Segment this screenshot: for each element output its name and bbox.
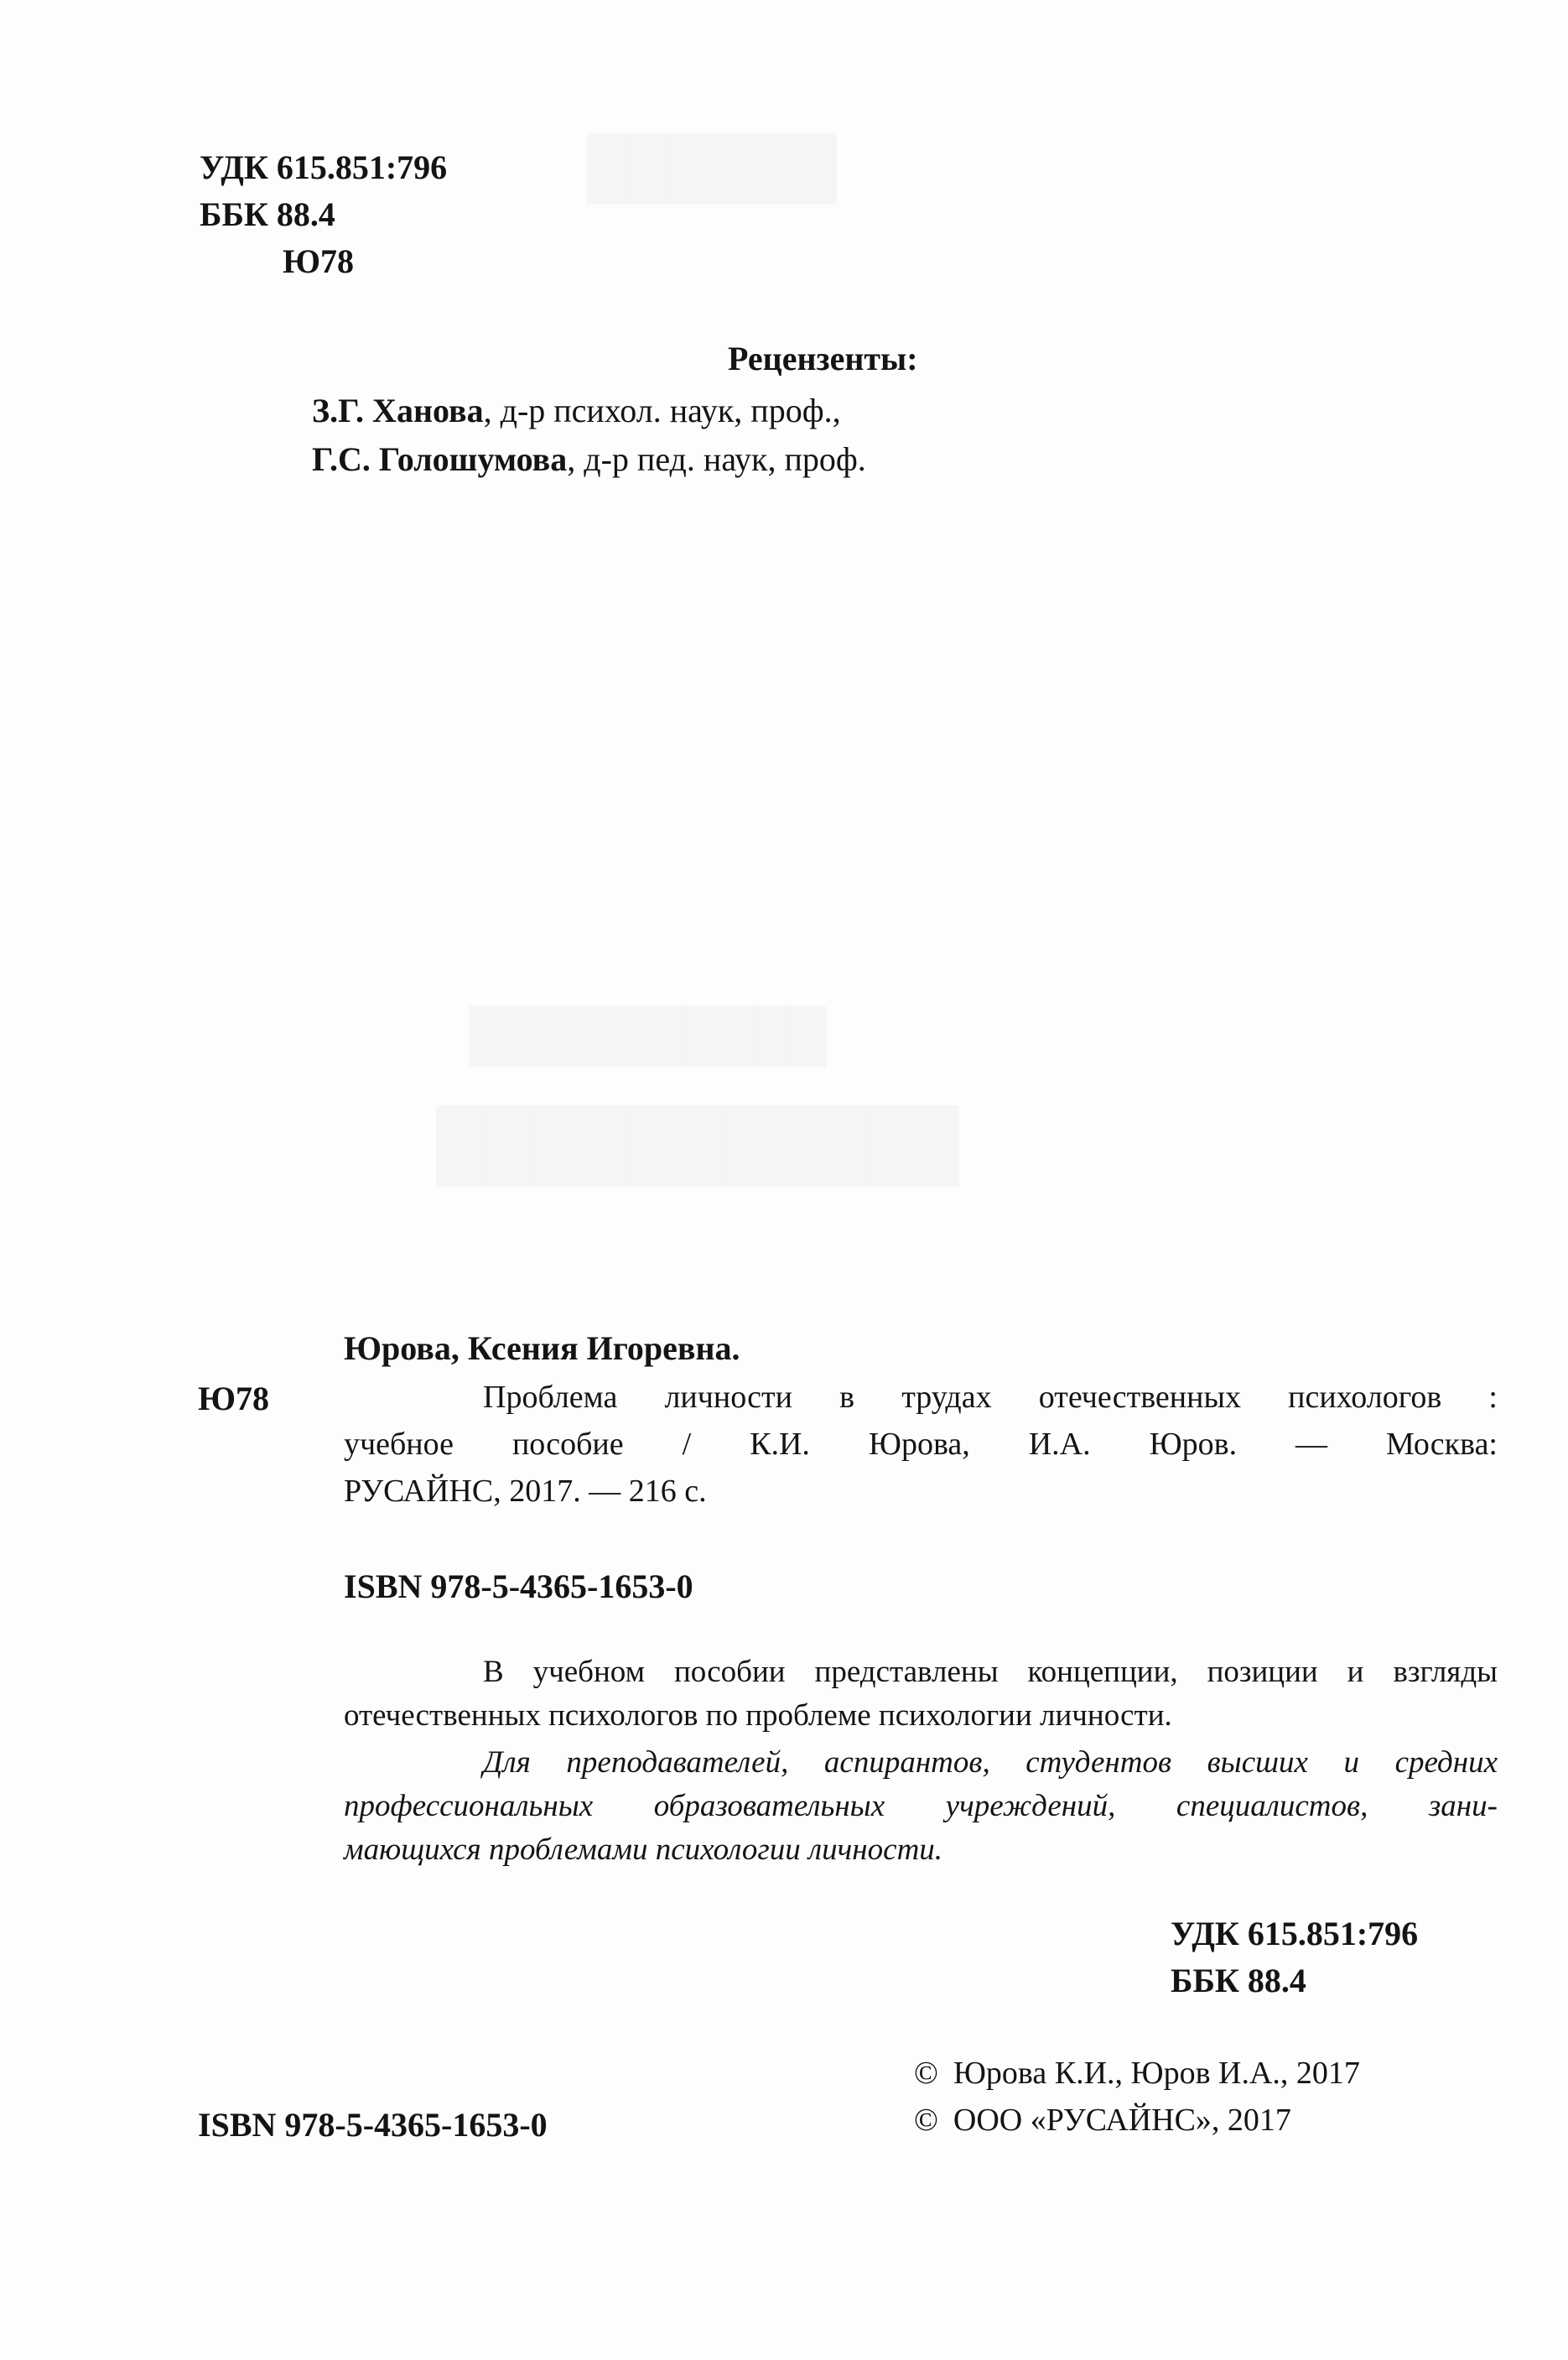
show-through-texture: ███████████ [436,1108,959,1182]
reviewer-credentials: , д-р психол. наук, проф., [483,392,841,429]
copyright-sign: © [914,2056,938,2091]
copyright-line [914,2053,1360,2093]
udk-code-top: УДК 615.851:796 [200,148,448,186]
isbn-bottom: ISBN 978-5-4365-1653-0 [198,2106,548,2144]
catalog-isbn: ISBN 978-5-4365-1653-0 [344,1567,693,1605]
show-through-texture: ██████ [587,135,837,200]
copyright-holder: Юрова К.И., Юров И.А., 2017 [953,2056,1360,2091]
reviewers-heading: Рецензенты: [728,340,918,377]
catalog-description-line: Проблема личности в трудах отечественных психологов : [483,1380,1498,1415]
copyright-line [914,2100,1291,2140]
reviewer-item [312,439,866,480]
copyright-holder: ООО «РУСАЙНС», 2017 [953,2103,1291,2138]
reviewer-name: Г.С. Голошумова [312,440,568,478]
reviewer-credentials: , д-р пед. наук, проф. [567,440,866,478]
catalog-description-line: учебное пособие / К.И. Юрова, И.А. Юров. — Москва: [344,1427,1498,1462]
bbk-code-top: ББК 88.4 [200,195,335,233]
copyright-sign: © [914,2103,938,2138]
audience-line: профессиональных образовательных учреждений, специалистов, зани- [344,1789,1498,1823]
reviewer-item [312,391,841,431]
abstract-line: отечественных психологов по проблеме психологии личности. [344,1698,1172,1733]
author-sign-top: Ю78 [283,242,355,280]
audience-line: Для преподавателей, аспирантов, студентов высших и средних [483,1745,1498,1780]
catalog-author: Юрова, Ксения Игоревна. [344,1329,740,1367]
catalog-author-sign: Ю78 [198,1380,270,1417]
catalog-description-line: РУСАЙНС, 2017. — 216 с. [344,1474,707,1509]
reviewer-name: З.Г. Ханова [312,392,484,429]
audience-line: мающихся проблемами психологии личности. [344,1832,943,1867]
abstract-line: В учебном пособии представлены концепции, позиции и взгляды [483,1655,1498,1689]
show-through-texture: ██████████ [470,1007,827,1063]
bbk-code-bottom: ББК 88.4 [1171,1962,1306,1999]
udk-code-bottom: УДК 615.851:796 [1171,1915,1419,1952]
